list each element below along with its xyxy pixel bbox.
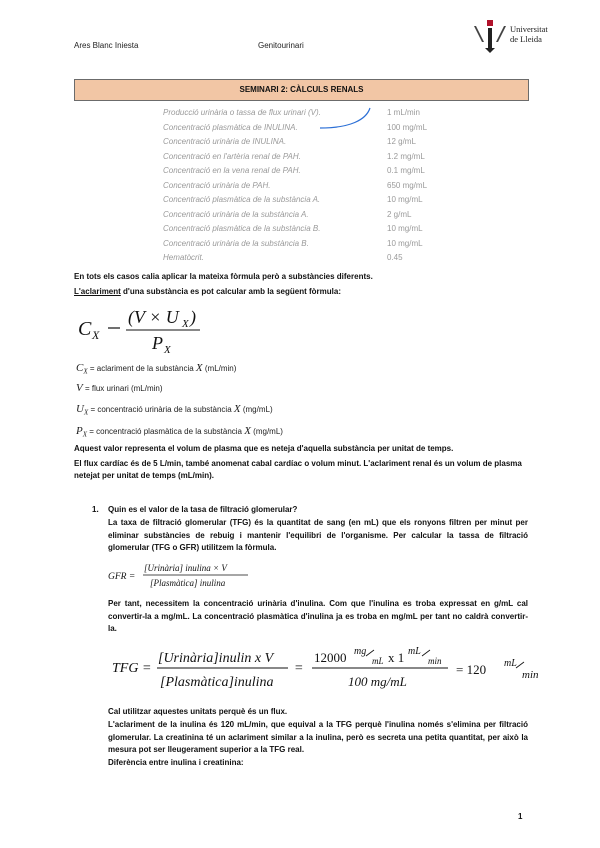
data-table-row — [163, 253, 463, 268]
definition-variable: X — [233, 403, 241, 415]
definition-symbol: V — [76, 382, 83, 394]
formula-numerator-close: ) — [190, 307, 196, 327]
tfg-numerator: [Urinària]inulin x V — [158, 651, 274, 666]
definition-text: = concentració urinària de la substància — [88, 405, 234, 414]
university-name — [510, 24, 548, 44]
university-name-line1: Universitat — [510, 24, 548, 34]
tfg-denominator: [Plasmàtica]inulina — [160, 675, 274, 690]
formula-lhs-sub: X — [92, 328, 100, 342]
data-table-label: Concentració plasmàtica de la substància B. — [163, 224, 321, 233]
definition-row — [76, 425, 283, 439]
tfg-formula-svg — [112, 642, 562, 694]
definition-unit: (mL/min) — [202, 364, 237, 373]
explanation-p2: El flux cardíac és de 5 L/min, també anomenat cabal cardíac o volum minut. L'aclariment renal és un volum de plasma netejat per unitat de temps (mL/min). — [74, 459, 522, 480]
tfg-num2-x: x 1 — [388, 650, 405, 665]
tfg-den2: 100 mg/mL — [348, 674, 407, 689]
definition-variable: X — [244, 425, 251, 437]
gfr-numerator: [Urinària] inulina × V — [144, 563, 227, 573]
definition-variable: X — [195, 362, 203, 374]
data-table-value: 10 mg/mL — [387, 224, 423, 233]
data-table-value: 650 mg/mL — [387, 180, 428, 190]
question-1-number: 1. — [92, 505, 99, 514]
data-table-row — [163, 166, 463, 181]
question-1-body4: Diferència entre inulina i creatinina: — [108, 758, 244, 767]
data-table-label: Concentració urinària de INULINA. — [163, 137, 287, 146]
university-logo — [472, 18, 592, 58]
explanation-p1: Aquest valor representa el volum de plasma que es neteja d'aquella substància per unitat de temps. — [74, 444, 454, 453]
university-logo-emblem — [472, 18, 508, 54]
intro-rest: d'una substància es pot calcular amb la següent fòrmula: — [120, 287, 341, 296]
question-1-body3: L'aclariment de la inulina és 120 mL/min, que equival a la TFG perquè l'inulina només s'elimina per filtració glomerular. La creatinina té un aclariment similar a la inulina, però es secreta una petita quantitat, per això la mesura pot ser lleugerament superior a la TFG real. — [108, 720, 528, 754]
definition-symbol: U — [76, 403, 84, 415]
data-table-row — [163, 137, 463, 152]
data-table-value: 0.45 — [387, 253, 403, 262]
question-1-body2: Per tant, necessitem la concentració urinària d'inulina. Com que l'inulina es troba expressat en g/mL cal convertir-la a mg/mL. La concentració plasmàtica d'inulina ja es troba en mg/mL per tant no caldrà convertir-la. — [108, 599, 528, 633]
definition-symbol-sub: X — [83, 367, 88, 376]
definition-row — [76, 382, 163, 394]
tfg-result-unit-top: mL — [504, 658, 517, 669]
definition-unit: (mg/mL) — [240, 405, 273, 414]
data-table-label: Hematòcrit. — [163, 253, 204, 262]
definition-text: = flux urinari (mL/min) — [82, 384, 163, 393]
data-table-label: Concentració plasmàtica de INULINA. — [163, 122, 298, 132]
question-1-body3-title: Cal utilitzar aquestes unitats perquè és un flux. — [108, 707, 288, 716]
tfg-formula — [112, 642, 562, 699]
definition-symbol: P — [76, 425, 83, 437]
data-table-value: 1.2 mg/mL — [387, 151, 425, 161]
definition-symbol: C — [76, 362, 84, 374]
seminar-title: SEMINARI 2: CÀLCULS RENALS — [74, 79, 529, 101]
data-table-label: Producció urinària o tassa de flux urinari (V). — [163, 108, 321, 117]
definition-text: = concentració plasmàtica de la substància — [87, 427, 245, 436]
definition-symbol-sub: X — [83, 408, 89, 417]
question-1-title: Quin es el valor de la tasa de filtració glomerular? — [108, 505, 298, 514]
formula-denominator-sub: X — [164, 344, 171, 355]
data-table-label: Concentració en la vena renal de PAH. — [163, 166, 301, 175]
definition-row — [76, 362, 236, 376]
tfg-result-value: = 120 — [456, 662, 487, 677]
definition-symbol-sub: X — [82, 430, 88, 439]
data-table-row — [163, 239, 463, 254]
intro-underlined: L'aclariment — [74, 287, 121, 296]
tfg-equals: = — [294, 661, 304, 676]
tfg-lhs: TFG = — [112, 661, 152, 676]
definition-text: = aclariment de la substància — [87, 364, 196, 373]
question-1-body1: La taxa de filtració glomerular (TFG) és la quantitat de sang (en mL) que els ronyons filtren per minut per eliminar substàncies de rebuig i mantenir l'equilibri de l'organisme. Per calcular la tassa de filtració glomerular (TFG o GFR) utilitzem la fòrmula. — [108, 518, 528, 552]
data-table-value: 2 g/mL — [387, 209, 412, 219]
gfr-formula — [108, 560, 258, 597]
header-author: Ares Blanc Iniesta — [74, 41, 139, 50]
gfr-formula-svg — [108, 560, 258, 592]
tfg-num2-unit-bot: mL — [372, 656, 384, 666]
formula-denominator: P — [152, 333, 163, 353]
data-table-row — [163, 210, 463, 225]
tfg-num2-unit2-bot: min — [428, 656, 442, 666]
data-table-row — [163, 152, 463, 167]
page-number: 1 — [518, 812, 523, 821]
formula-numerator-sub: X — [182, 318, 189, 330]
tfg-result-unit-bot: min — [522, 669, 539, 681]
data-table-value: 12 g/mL — [387, 137, 416, 146]
intro-line1: En tots els casos calia aplicar la mateixa fòrmula però a substàncies diferents. — [74, 272, 373, 281]
data-table-row — [163, 181, 463, 196]
data-table-value: 0.1 mg/mL — [387, 166, 425, 175]
gfr-lhs: GFR = — [108, 572, 136, 582]
question-1-title-row — [92, 504, 528, 516]
data-table-label: Concentració en l'artèria renal de PAH. — [163, 151, 301, 161]
tfg-num2-unit-top: mg — [354, 646, 367, 657]
data-table-row — [163, 195, 463, 210]
formula-lhs-main: C — [78, 318, 92, 340]
data-table-label: Concentració plasmàtica de la substància A. — [163, 195, 321, 204]
data-table-value: 1 mL/min — [387, 108, 420, 117]
data-table-label: Concentració urinària de la substància A. — [163, 209, 309, 219]
data-table-label: Concentració urinària de la substància B. — [163, 238, 309, 248]
data-table-value: 100 mg/mL — [387, 122, 428, 132]
data-table-row — [163, 224, 463, 239]
formula-numerator: (V × U — [128, 307, 179, 327]
definition-row — [76, 403, 273, 417]
clearance-formula — [76, 305, 216, 360]
header-subject: Genitourinari — [258, 41, 304, 50]
handwritten-annotation — [300, 104, 380, 134]
data-table-value: 10 mg/mL — [387, 238, 423, 248]
tfg-num2-value: 12000 — [314, 650, 347, 665]
definition-unit: (mg/mL) — [250, 427, 283, 436]
intro-line2 — [74, 286, 528, 298]
data-table-label: Concentració urinària de PAH. — [163, 180, 271, 190]
tfg-num2-unit2-top: mL — [408, 646, 421, 657]
data-table-value: 10 mg/mL — [387, 195, 423, 204]
clearance-formula-svg — [76, 305, 216, 355]
university-name-line2: de Lleida — [510, 34, 542, 44]
gfr-denominator: [Plasmàtica] inulina — [150, 578, 226, 588]
